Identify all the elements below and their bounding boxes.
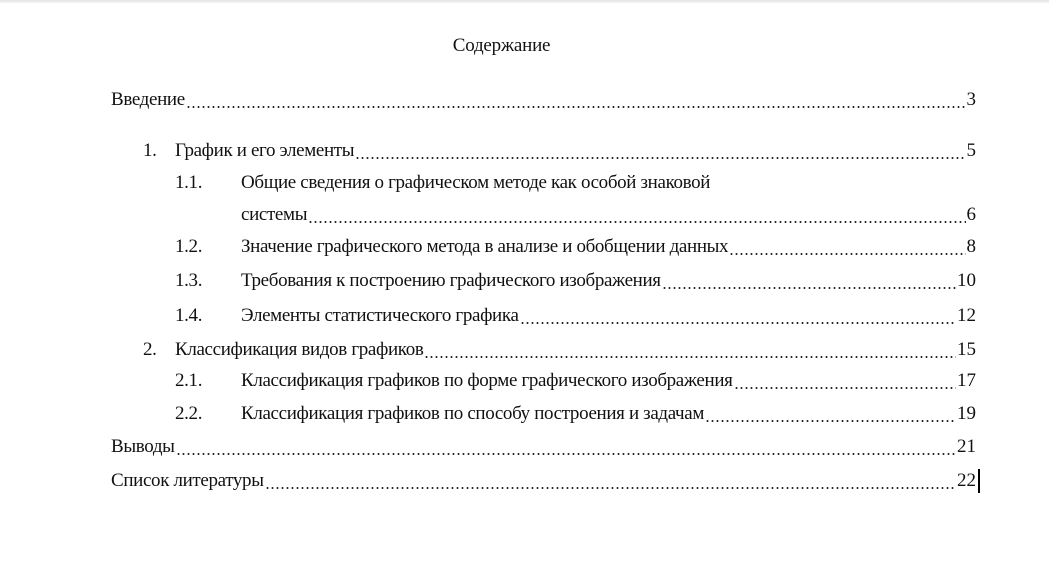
toc-entry-label: Список литературы [111, 470, 264, 491]
toc-entry-section-1-1-line2[interactable] [241, 203, 976, 227]
toc-entry-section-1-4[interactable] [175, 304, 976, 328]
toc-title: Содержание [452, 35, 551, 56]
toc-page-number: 8 [966, 236, 976, 257]
toc-entry-number: 2.1. [175, 370, 203, 391]
toc-entry-section-2-1[interactable] [175, 369, 976, 393]
toc-entry-introduction[interactable] [111, 88, 976, 112]
toc-dot-leader [705, 403, 956, 423]
toc-entry-label: Классификация графиков по форме графического изображения [241, 370, 733, 391]
toc-page-number: 19 [957, 403, 976, 424]
toc-dot-leader [520, 305, 956, 325]
toc-entry-label: Элементы статистического графика [241, 305, 519, 326]
toc-entry-label: Общие сведения о графическом методе как особой знаковой [241, 172, 711, 193]
toc-entry-section-2-2[interactable] [175, 402, 976, 426]
toc-entry-chapter-2[interactable] [143, 338, 976, 362]
toc-dot-leader [308, 204, 965, 224]
toc-entry-section-1-1-line1[interactable] [175, 171, 710, 195]
toc-page-number: 6 [966, 204, 976, 225]
toc-page-number: 5 [966, 140, 976, 161]
toc-entry-label: Требования к построению графического изображения [241, 270, 661, 291]
toc-page-number: 3 [966, 89, 976, 110]
toc-entry-number: 1.2. [175, 236, 203, 257]
toc-page-number: 10 [957, 270, 976, 291]
toc-entry-number: 2. [143, 339, 157, 360]
toc-entry-conclusions[interactable] [111, 435, 976, 459]
toc-page-number: 12 [957, 305, 976, 326]
toc-entry-references[interactable] [111, 469, 976, 493]
toc-entry-label: График и его элементы [175, 140, 355, 161]
toc-page-number: 17 [957, 370, 976, 391]
toc-dot-leader [734, 370, 956, 390]
toc-entry-label-continued: системы [241, 204, 308, 225]
toc-entry-label: Выводы [111, 436, 175, 457]
toc-dot-leader [186, 89, 966, 109]
toc-dot-leader [729, 236, 965, 256]
toc-page-number: 21 [957, 436, 976, 457]
toc-entry-label: Классификация графиков по способу построения и задачам [241, 403, 705, 424]
toc-entry-label: Классификация видов графиков [175, 339, 424, 360]
toc-entry-label: Значение графического метода в анализе и обобщении данных [241, 236, 729, 257]
toc-entry-number: 1.4. [175, 305, 203, 326]
toc-dot-leader [662, 270, 956, 290]
toc-entry-chapter-1[interactable] [143, 139, 976, 163]
toc-page-number: 22 [957, 470, 976, 491]
toc-page-number: 15 [957, 339, 976, 360]
toc-entry-number: 1.3. [175, 270, 203, 291]
toc-entry-section-1-2[interactable] [175, 235, 976, 259]
toc-entry-number: 2.2. [175, 403, 203, 424]
toc-dot-leader [176, 436, 956, 456]
text-cursor [978, 469, 980, 493]
toc-entry-number: 1. [143, 140, 157, 161]
toc-entry-section-1-3[interactable] [175, 269, 976, 293]
toc-dot-leader [424, 339, 956, 359]
toc-dot-leader [355, 140, 965, 160]
toc-entry-number: 1.1. [175, 172, 203, 193]
toc-entry-label: Введение [111, 89, 185, 110]
toc-dot-leader [265, 470, 956, 490]
